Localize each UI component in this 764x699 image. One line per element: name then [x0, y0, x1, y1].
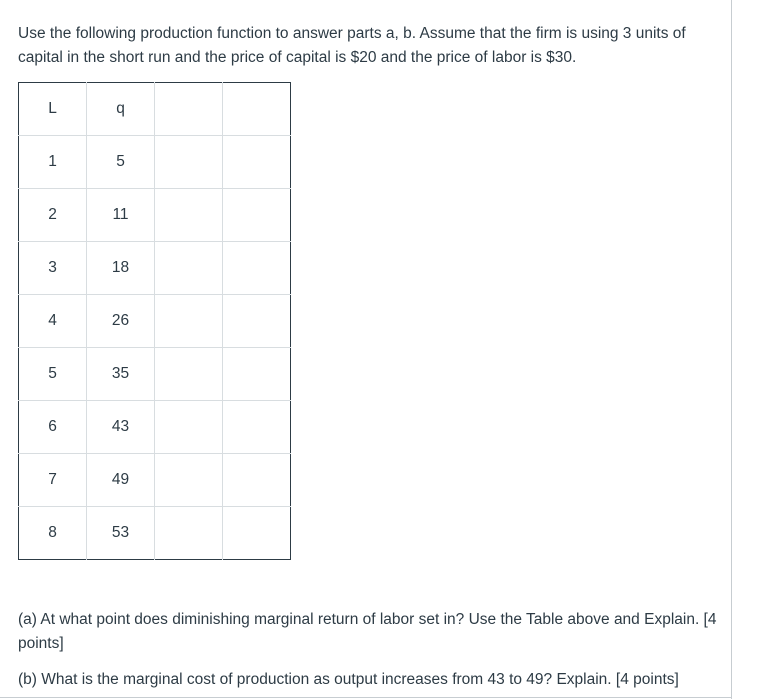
- header-cell-labor: L: [19, 83, 87, 136]
- table-row: [19, 507, 291, 560]
- question-a: (a) At what point does diminishing marginal return of labor set in? Use the Table above and Explain. [4 points]: [18, 611, 717, 652]
- cell-labor: 3: [19, 242, 87, 295]
- cell-blank: [223, 454, 291, 507]
- table-row: [19, 295, 291, 348]
- cell-labor: 4: [19, 295, 87, 348]
- cell-blank: [223, 401, 291, 454]
- cell-blank: [223, 189, 291, 242]
- table-row: [19, 136, 291, 189]
- table-row: [19, 189, 291, 242]
- cell-labor: 8: [19, 507, 87, 560]
- cell-output: 5: [87, 136, 155, 189]
- cell-blank: [155, 136, 223, 189]
- table-row: [19, 348, 291, 401]
- question-intro: Use the following production function to answer parts a, b. Assume that the firm is using 3 units of capital in the short run and the price of capital is $20 and the price of labor is $30.: [18, 25, 686, 66]
- table-row: [19, 242, 291, 295]
- cell-blank: [223, 348, 291, 401]
- cell-blank: [155, 401, 223, 454]
- cell-output: 35: [87, 348, 155, 401]
- cell-blank: [223, 242, 291, 295]
- question-b: (b) What is the marginal cost of production as output increases from 43 to 49? Explain. [4 points]: [18, 671, 679, 688]
- cell-blank: [155, 295, 223, 348]
- cell-output: 53: [87, 507, 155, 560]
- cell-blank: [223, 136, 291, 189]
- cell-blank: [223, 507, 291, 560]
- cell-labor: 7: [19, 454, 87, 507]
- cell-blank: [155, 189, 223, 242]
- cell-output: 26: [87, 295, 155, 348]
- cell-labor: 2: [19, 189, 87, 242]
- cell-output: 18: [87, 242, 155, 295]
- cell-output: 49: [87, 454, 155, 507]
- header-cell-output: q: [87, 83, 155, 136]
- cell-labor: 6: [19, 401, 87, 454]
- table-header-row: [19, 83, 291, 136]
- content-bottom-border: [0, 697, 732, 698]
- cell-blank: [155, 348, 223, 401]
- header-cell-blank: [155, 83, 223, 136]
- table-row: [19, 454, 291, 507]
- header-cell-blank: [223, 83, 291, 136]
- cell-blank: [223, 295, 291, 348]
- table-row: [19, 401, 291, 454]
- cell-labor: 5: [19, 348, 87, 401]
- cell-output: 11: [87, 189, 155, 242]
- cell-blank: [155, 242, 223, 295]
- content-right-border: [731, 0, 732, 699]
- production-table: [18, 82, 291, 560]
- cell-labor: 1: [19, 136, 87, 189]
- cell-blank: [155, 507, 223, 560]
- cell-output: 43: [87, 401, 155, 454]
- cell-blank: [155, 454, 223, 507]
